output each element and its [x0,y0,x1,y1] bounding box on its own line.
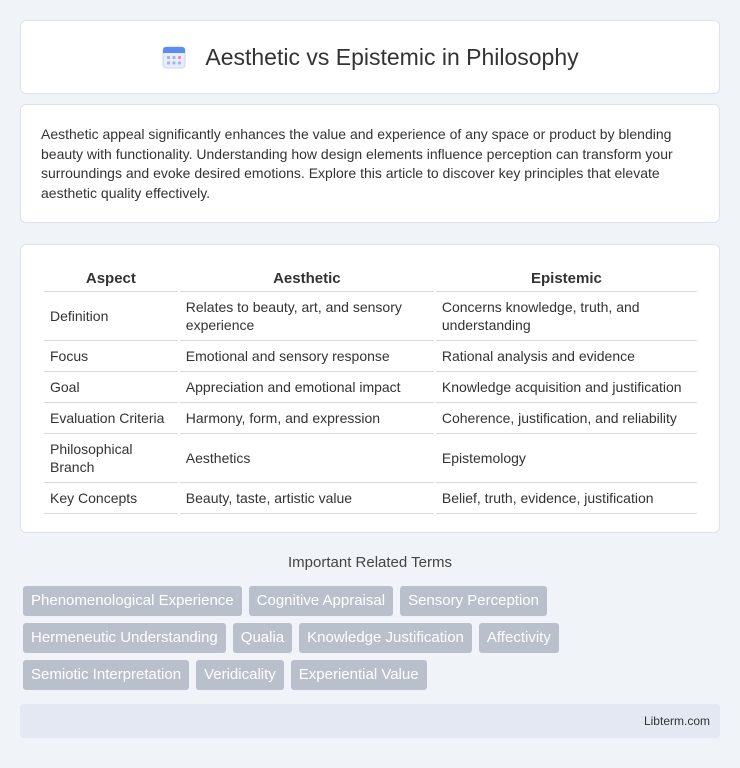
related-term-tag[interactable]: Affectivity [479,623,559,653]
table-cell: Relates to beauty, art, and sensory experience [180,292,434,341]
intro-card [20,104,720,223]
table-row [44,292,697,341]
table-cell: Goal [44,372,178,403]
comparison-table-card [20,244,720,533]
table-row [44,403,697,434]
table-cell: Aesthetics [180,434,434,483]
related-terms-list [23,586,723,690]
calendar-grid-icon [161,44,187,70]
header-card [20,20,720,94]
table-cell: Key Concepts [44,483,178,514]
table-cell: Harmony, form, and expression [180,403,434,434]
table-cell: Belief, truth, evidence, justification [436,483,697,514]
footer [20,704,720,738]
table-cell: Concerns knowledge, truth, and understanding [436,292,697,341]
table-row [44,434,697,483]
table-cell: Appreciation and emotional impact [180,372,434,403]
related-term-tag[interactable]: Hermeneutic Understanding [23,623,226,653]
table-header-row [44,265,697,292]
table-row [44,483,697,514]
title-wrap [161,44,578,71]
table-cell: Evaluation Criteria [44,403,178,434]
table-cell: Definition [44,292,178,341]
table-cell: Philosophical Branch [44,434,178,483]
comparison-table [42,265,699,514]
related-term-tag[interactable]: Sensory Perception [400,586,547,616]
column-header-aspect: Aspect [44,265,178,292]
related-terms-title: Important Related Terms [288,554,452,571]
table-cell: Rational analysis and evidence [436,341,697,372]
column-header-aesthetic: Aesthetic [180,265,434,292]
intro-text: Aesthetic appeal significantly enhances the value and experience of any space or product by blending beauty with functionality. Understanding how design elements influence perception can transform your surroundings and evoke desired emotions. Explore this article to discover key principles that elevate aesthetic quality effectively. [41,126,673,201]
page-title: Aesthetic vs Epistemic in Philosophy [205,43,579,70]
related-term-tag[interactable]: Semiotic Interpretation [23,660,189,690]
related-term-tag[interactable]: Knowledge Justification [299,623,472,653]
table-cell: Beauty, taste, artistic value [180,483,434,514]
table-cell: Epistemology [436,434,697,483]
table-cell: Coherence, justification, and reliability [436,403,697,434]
table-cell: Knowledge acquisition and justification [436,372,697,403]
table-cell: Emotional and sensory response [180,341,434,372]
table-cell: Focus [44,341,178,372]
related-term-tag[interactable]: Experiential Value [291,660,427,690]
footer-site-link[interactable]: Libterm.com [643,714,710,728]
column-header-epistemic: Epistemic [436,265,697,292]
related-term-tag[interactable]: Veridicality [196,660,284,690]
related-term-tag[interactable]: Qualia [233,623,292,653]
related-term-tag[interactable]: Phenomenological Experience [23,586,242,616]
table-row [44,372,697,403]
related-term-tag[interactable]: Cognitive Appraisal [249,586,393,616]
table-row [44,341,697,372]
